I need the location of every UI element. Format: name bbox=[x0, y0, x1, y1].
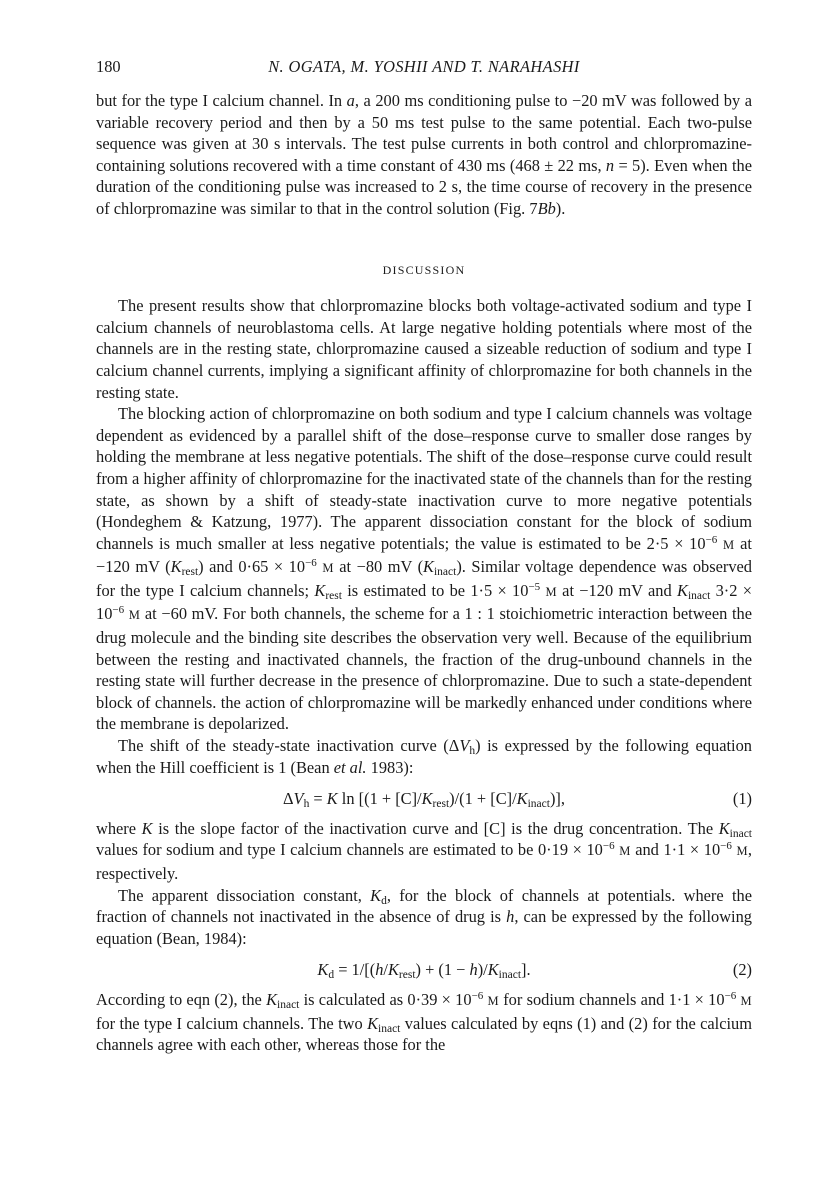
page-header bbox=[96, 56, 752, 78]
page-number: 180 bbox=[96, 57, 121, 76]
paragraph-discussion-6: According to eqn (2), the $K_{inact}$ is calculated as $0\cdot 39 \times 10^{-6}$ M for sodium channels and $1\cdot 1 \times 10^{-6}$ M for the type I calcium channels. The two $K_{inact}$ values calculated by eqns (1) and (2) for the calcium channels agree with each other, whereas those for the bbox=[96, 989, 752, 1055]
paragraph-discussion-1: The present results show that chlorpromazine blocks both voltage-activated sodium and type I calcium channels of neuroblastoma cells. At large negative holding potentials where most of the channels are in the resting state, chlorpromazine caused a sizeable reduction of sodium and type I calcium channel currents, implying a significant affinity of chlorpromazine for both channels in the resting state. bbox=[96, 296, 752, 402]
page bbox=[96, 56, 752, 1056]
paragraph-discussion-4: where K is the slope factor of the inactivation curve and [C] is the drug concentration. The $K_{inact}$ values for sodium and type I calcium channels are estimated to be $0\cdot 19 \times 10^{-6}$ M and $1\cdot 1 \times 10^{-6}$ M, respectively. bbox=[96, 818, 753, 883]
equation-1: $\Delta V_h = K$ $\ln [(1 + [C]/K_{rest})/(1 + [C]/K_{inact})]$, (1) bbox=[283, 789, 752, 811]
equation-2: $K_d = 1/[(h/K_{rest}) + (1 - h)/K_{inact}]$. (2) bbox=[317, 960, 752, 982]
paragraph-discussion-3: The shift of the steady-state inactivation curve $(\Delta V_h)$ is expressed by the following equation when the Hill coefficient is 1 (Bean et al. 1983): bbox=[96, 736, 752, 777]
section-heading: DISCUSSION bbox=[382, 262, 466, 277]
paragraph-discussion-5: The apparent dissociation constant, $K_d$, for the block of channels at potentials. where the fraction of channels not inactivated in the absence of drug is h, can be expressed by the following equation (Bean, 1984): bbox=[96, 885, 752, 948]
running-head: N. OGATA, M. YOSHII AND T. NARAHASHI bbox=[268, 57, 580, 76]
equation-1-number: (1) bbox=[732, 789, 752, 809]
equation-2-number: (2) bbox=[732, 960, 752, 980]
paragraph-recovery: but for the type I calcium channel. In a, a 200 ms conditioning pulse to −20 mV was followed by a variable recovery period and then by a 50 ms test pulse to the same potential. Each two-pulse sequence was given at 30 s intervals. The test pulse currents in both control and chlorpromazine-containing solutions recovered with a time constant of 430 ms (468 ± 22 ms, n = 5). Even when the duration of the conditioning pulse was increased to 2 s, the time course of recovery in the presence of chlorpromazine was similar to that in the control solution (Fig. 7Bb). bbox=[96, 91, 752, 218]
paragraph-discussion-2: The blocking action of chlorpromazine on both sodium and type I calcium channels was voltage dependent as evidenced by a parallel shift of the dose–response curve to smaller dose ranges by holding the membrane at less negative potentials. The shift of the dose–response curve could result from a higher affinity of chlorpromazine for the inactivated state of the channels than for the resting state, as shown by a shift of steady-state inactivation curve to more negative potentials (Hondeghem & Katzung, 1977). The apparent dissociation constant for the block of sodium channels is much smaller at less negative potentials; the value is estimated to be $2\cdot 5 \times 10^{-6}$ M at −120 mV $(K_{rest})$ and $0\cdot 65 \times 10^{-6}$ M at −80 mV $(K_{inact})$. Similar voltage dependence was observed for the type I calcium channels; $K_{rest}$ is estimated to be $1\cdot 5 \times 10^{-5}$ M at −120 mV and $K_{inact}$ $3\cdot 2 \times 10^{-6}$ M at −60 mV. For both channels, the scheme for a 1 : 1 stoichiometric interaction between the drug molecule and the binding site describes the observation very well. Because of the equilibrium between the resting and inactivated channels, the fraction of the drug-unbound channels in the resting state will further decrease in the presence of chlorpromazine. Due to such a state-dependent block of channels. the action of chlorpromazine will be markedly enhanced under conditions where the membrane is depolarized. bbox=[96, 404, 752, 734]
